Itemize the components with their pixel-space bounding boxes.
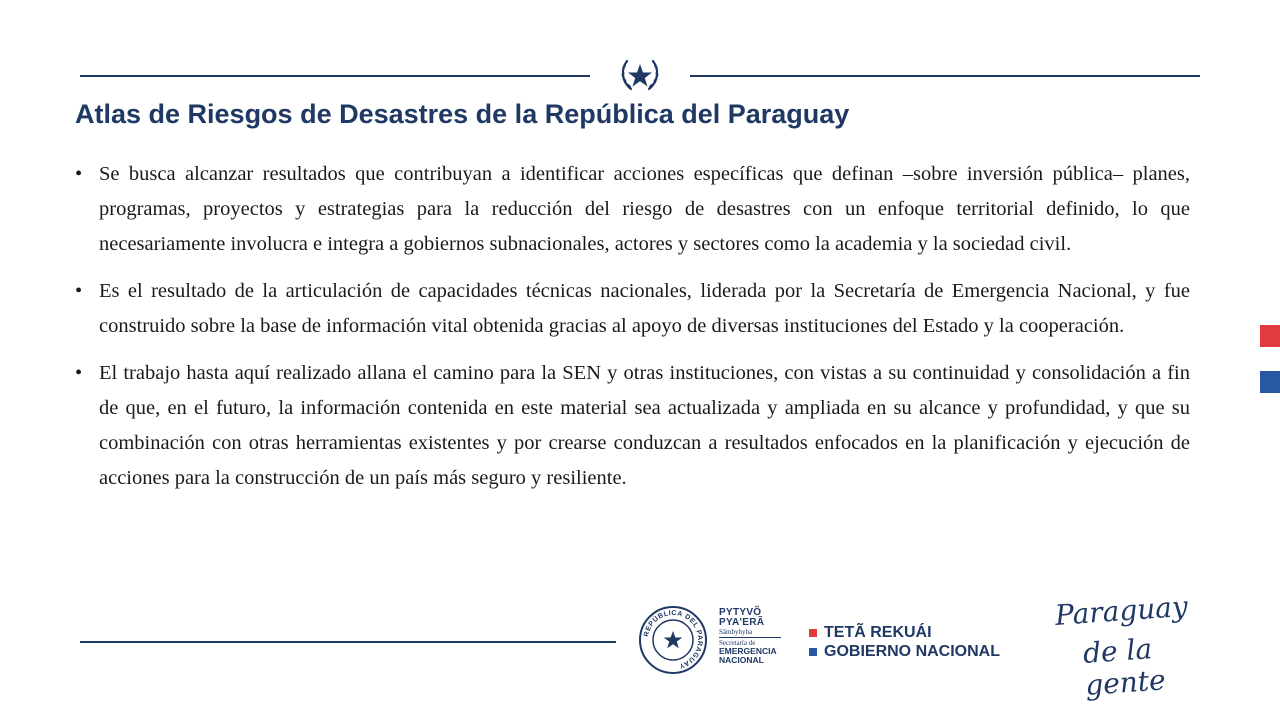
sen-line-3: Sãmbyhyha <box>719 628 753 636</box>
bullet-marker: • <box>75 362 83 384</box>
bullet-marker: • <box>75 163 83 185</box>
slogan-line-1: Paraguay <box>1053 589 1189 632</box>
gobierno-row-1 <box>809 623 1000 642</box>
paraguay-de-la-gente-logo <box>1052 589 1202 702</box>
gobierno-row-2 <box>809 642 1000 661</box>
bottom-divider <box>80 641 616 643</box>
bullet-item <box>75 274 1190 344</box>
bullet-text: Se busca alcanzar resultados que contribuyan a identificar acciones específicas que definan –sobre inversión pública– planes, programas, proyectos y estrategias para la reducción del riesgo de desastres con un enfoque territorial definido, lo que necesariamente involucra e integra a gobiernos subnacionales, actores y sectores como la academia y la sociedad civil. <box>99 163 1190 255</box>
top-divider-left <box>80 75 590 77</box>
sen-line-6: NACIONAL <box>719 655 764 665</box>
sen-line-1: PYTYVÕ <box>719 607 762 618</box>
top-divider-right <box>690 75 1200 77</box>
bullet-item <box>75 157 1190 262</box>
national-seal-logo <box>638 605 708 675</box>
gobierno-line-1: TETÃ REKUÁI <box>824 624 932 641</box>
bullet-text: Es el resultado de la articulación de capacidades técnicas nacionales, liderada por la Secretaría de Emergencia Nacional, y fue construido sobre la base de información vital obtenida gracias al apoyo de diversas instituciones del Estado y la cooperación. <box>99 280 1190 337</box>
sen-logo <box>719 608 781 665</box>
bullet-item <box>75 356 1190 496</box>
red-square-icon <box>809 629 817 637</box>
bullet-text: El trabajo hasta aquí realizado allana el camino para la SEN y otras instituciones, con vistas a su continuidad y consolidación a fin de que, en el futuro, la información contenida en este material sea actualizada y ampliada en su alcance y profundidad, y que su combinación con otras herramientas existentes y por crearse conduzcan a resultados enfocados en la planificación y ejecución de acciones para la construcción de un país más seguro y resiliente. <box>99 362 1190 489</box>
sen-separator <box>719 637 781 638</box>
bullet-list <box>75 157 1190 508</box>
slide-title: Atlas de Riesgos de Desastres de la República del Paraguay <box>75 99 850 129</box>
blue-square-icon <box>809 648 817 656</box>
sen-line-5: EMERGENCIA <box>719 646 777 656</box>
blue-accent-square <box>1260 371 1280 393</box>
seal-lettering: REPÚBLICA DEL PARAGUAY <box>643 609 704 670</box>
red-accent-square <box>1260 325 1280 347</box>
star-laurel-crest-icon <box>617 53 663 97</box>
gobierno-line-2: GOBIERNO NACIONAL <box>824 643 1000 660</box>
slogan-line-2: de la gente <box>1081 632 1167 702</box>
sen-line-4: Secretaría de <box>719 639 756 647</box>
bullet-marker: • <box>75 280 83 302</box>
gobierno-nacional-logo <box>809 623 1000 661</box>
sen-line-2: PYA'ERÃ <box>719 617 765 628</box>
